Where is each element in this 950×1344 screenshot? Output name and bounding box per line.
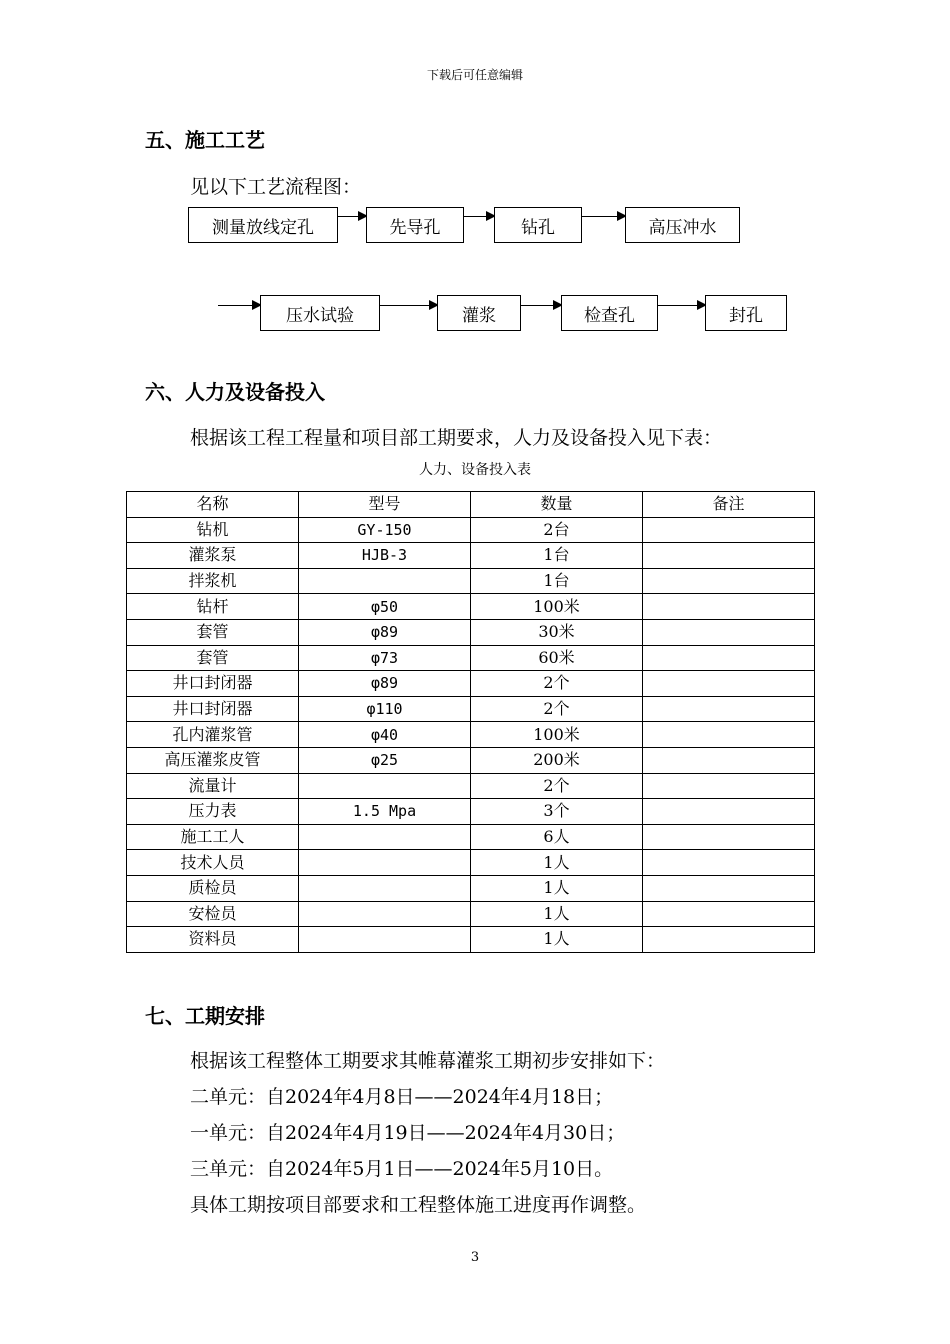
table-row xyxy=(127,773,815,799)
cell-quantity: 1人 xyxy=(471,927,643,953)
cell-quantity: 1台 xyxy=(471,543,643,569)
cell-model: φ40 xyxy=(299,722,471,748)
flow-step-pilot-hole: 先导孔 xyxy=(366,207,464,243)
flow-arrow xyxy=(658,305,705,306)
cell-remarks xyxy=(643,722,815,748)
cell-model xyxy=(299,850,471,876)
cell-remarks xyxy=(643,773,815,799)
cell-remarks xyxy=(643,747,815,773)
table-row xyxy=(127,594,815,620)
table-row xyxy=(127,901,815,927)
table-row xyxy=(127,645,815,671)
header-name: 名称 xyxy=(127,492,299,518)
cell-quantity: 100米 xyxy=(471,594,643,620)
flow-arrow xyxy=(464,216,494,217)
cell-quantity: 1人 xyxy=(471,875,643,901)
cell-model: GY-150 xyxy=(299,517,471,543)
cell-quantity: 30米 xyxy=(471,619,643,645)
flow-arrow xyxy=(218,305,260,306)
section-7-title: 七、工期安排 xyxy=(145,1004,265,1028)
cell-model xyxy=(299,773,471,799)
cell-quantity: 2台 xyxy=(471,517,643,543)
schedule-unit-1: 一单元：自2024年4月19日——2024年4月30日； xyxy=(190,1122,626,1144)
flow-step-drilling: 钻孔 xyxy=(494,207,582,243)
cell-name: 套管 xyxy=(127,619,299,645)
cell-model xyxy=(299,901,471,927)
cell-remarks xyxy=(643,517,815,543)
table-row xyxy=(127,722,815,748)
schedule-intro: 根据该工程整体工期要求其帷幕灌浆工期初步安排如下： xyxy=(190,1050,666,1072)
flow-step-water-pressure-test: 压水试验 xyxy=(260,295,380,331)
cell-model xyxy=(299,568,471,594)
cell-model xyxy=(299,875,471,901)
cell-name: 钻机 xyxy=(127,517,299,543)
cell-remarks xyxy=(643,619,815,645)
table-row xyxy=(127,824,815,850)
header-remarks: 备注 xyxy=(643,492,815,518)
cell-remarks xyxy=(643,568,815,594)
cell-name: 资料员 xyxy=(127,927,299,953)
flow-step-grouting: 灌浆 xyxy=(437,295,521,331)
cell-quantity: 1人 xyxy=(471,901,643,927)
cell-model: φ50 xyxy=(299,594,471,620)
cell-quantity: 3个 xyxy=(471,799,643,825)
cell-quantity: 2个 xyxy=(471,671,643,697)
table-row xyxy=(127,850,815,876)
equipment-table xyxy=(126,491,815,953)
cell-remarks xyxy=(643,799,815,825)
cell-name: 套管 xyxy=(127,645,299,671)
cell-name: 质检员 xyxy=(127,875,299,901)
cell-model xyxy=(299,927,471,953)
cell-name: 流量计 xyxy=(127,773,299,799)
table-row xyxy=(127,696,815,722)
table-row xyxy=(127,619,815,645)
cell-model: φ89 xyxy=(299,671,471,697)
schedule-adjustment-note: 具体工期按项目部要求和工程整体施工进度再作调整。 xyxy=(190,1194,647,1216)
table-row xyxy=(127,747,815,773)
flow-arrow xyxy=(582,216,625,217)
table-row xyxy=(127,543,815,569)
cell-name: 拌浆机 xyxy=(127,568,299,594)
table-row xyxy=(127,927,815,953)
cell-quantity: 2个 xyxy=(471,696,643,722)
cell-name: 安检员 xyxy=(127,901,299,927)
schedule-unit-2: 二单元：自2024年4月8日——2024年4月18日； xyxy=(190,1086,614,1108)
cell-remarks xyxy=(643,850,815,876)
cell-quantity: 100米 xyxy=(471,722,643,748)
cell-model: 1.5 Mpa xyxy=(299,799,471,825)
cell-quantity: 1人 xyxy=(471,850,643,876)
section-5-title: 五、施工工艺 xyxy=(145,128,265,152)
flow-arrow xyxy=(380,305,437,306)
cell-model: φ110 xyxy=(299,696,471,722)
cell-model: φ89 xyxy=(299,619,471,645)
cell-name: 技术人员 xyxy=(127,850,299,876)
cell-model: φ25 xyxy=(299,747,471,773)
flow-step-high-pressure-flushing: 高压冲水 xyxy=(625,207,740,243)
cell-remarks xyxy=(643,927,815,953)
flow-step-sealing: 封孔 xyxy=(705,295,787,331)
cell-name: 压力表 xyxy=(127,799,299,825)
table-row xyxy=(127,875,815,901)
cell-name: 钻杆 xyxy=(127,594,299,620)
cell-model: φ73 xyxy=(299,645,471,671)
cell-remarks xyxy=(643,824,815,850)
cell-quantity: 60米 xyxy=(471,645,643,671)
cell-remarks xyxy=(643,543,815,569)
cell-name: 井口封闭器 xyxy=(127,671,299,697)
cell-model: HJB-3 xyxy=(299,543,471,569)
table-row xyxy=(127,517,815,543)
table-caption: 人力、设备投入表 xyxy=(419,462,531,478)
table-row xyxy=(127,671,815,697)
cell-model xyxy=(299,824,471,850)
cell-quantity: 6人 xyxy=(471,824,643,850)
cell-remarks xyxy=(643,875,815,901)
table-row xyxy=(127,799,815,825)
flow-arrow xyxy=(338,216,366,217)
table-header-row xyxy=(127,492,815,518)
header-model: 型号 xyxy=(299,492,471,518)
cell-name: 灌浆泵 xyxy=(127,543,299,569)
cell-quantity: 200米 xyxy=(471,747,643,773)
flow-arrow xyxy=(521,305,561,306)
table-row xyxy=(127,568,815,594)
cell-name: 孔内灌浆管 xyxy=(127,722,299,748)
section-5-intro: 见以下工艺流程图： xyxy=(190,176,362,198)
section-6-intro: 根据该工程工程量和项目部工期要求，人力及设备投入见下表： xyxy=(190,427,723,449)
page-number: 3 xyxy=(470,1250,480,1265)
page-header-note: 下载后可任意编辑 xyxy=(426,68,523,82)
cell-remarks xyxy=(643,645,815,671)
cell-quantity: 2个 xyxy=(471,773,643,799)
schedule-unit-3: 三单元：自2024年5月1日——2024年5月10日。 xyxy=(190,1158,614,1180)
cell-remarks xyxy=(643,901,815,927)
cell-name: 井口封闭器 xyxy=(127,696,299,722)
cell-remarks xyxy=(643,696,815,722)
cell-name: 高压灌浆皮管 xyxy=(127,747,299,773)
section-6-title: 六、人力及设备投入 xyxy=(145,380,325,404)
cell-remarks xyxy=(643,671,815,697)
flow-step-survey: 测量放线定孔 xyxy=(188,207,338,243)
cell-remarks xyxy=(643,594,815,620)
cell-name: 施工工人 xyxy=(127,824,299,850)
flow-step-inspection-hole: 检查孔 xyxy=(561,295,658,331)
cell-quantity: 1台 xyxy=(471,568,643,594)
header-quantity: 数量 xyxy=(471,492,643,518)
